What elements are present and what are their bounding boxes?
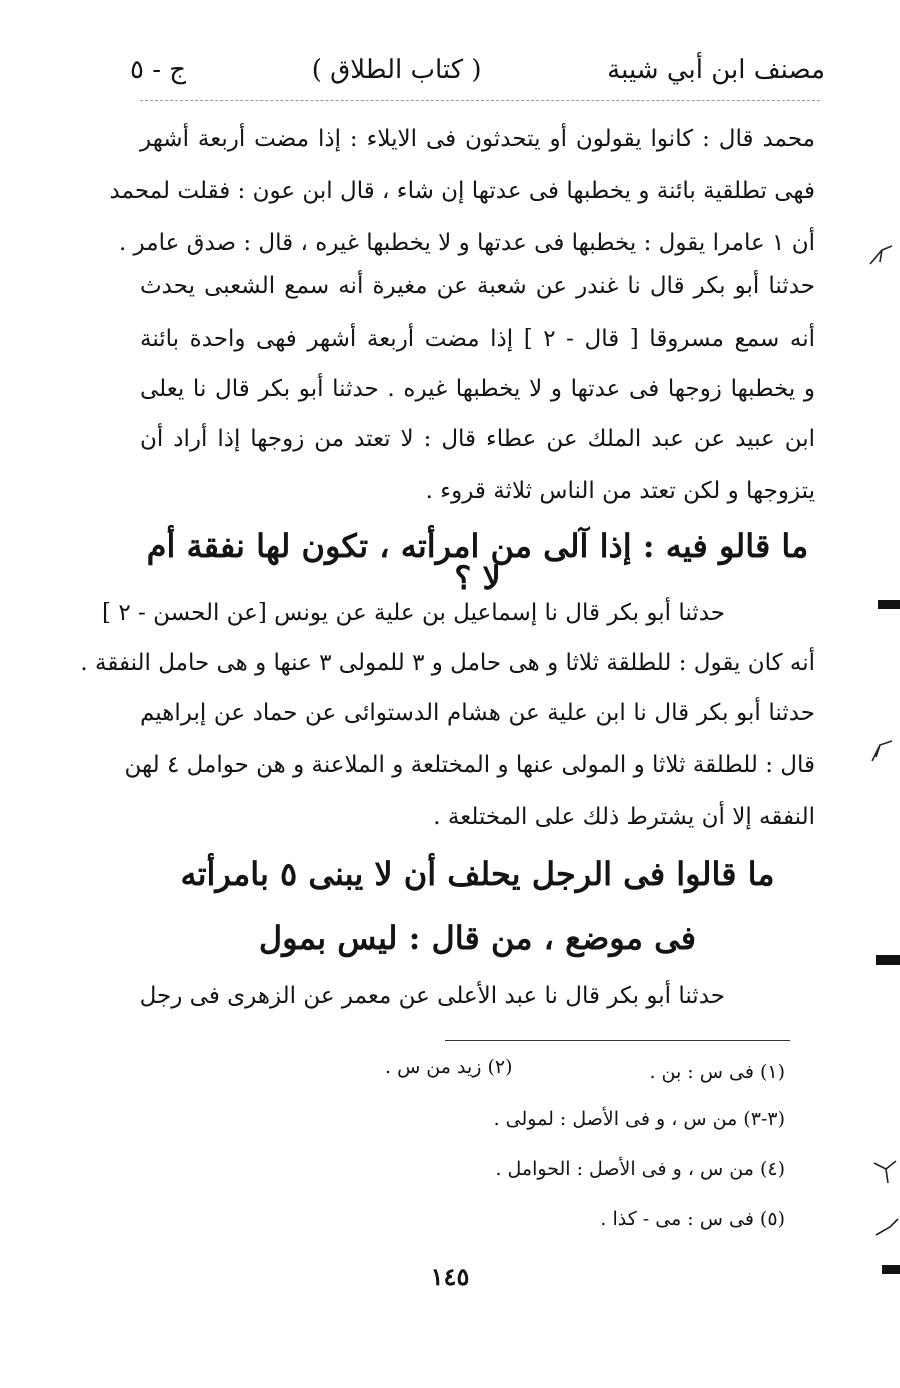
- text-line: حدثنا أبو بكر قال نا غندر عن شعبة عن مغيرة أنه سمع الشعبى يحدث: [140, 273, 815, 299]
- section-heading: ما قالو فيه : إذا آلى من امرأته ، تكون لها نفقة أم لا ؟: [146, 527, 809, 597]
- chapter-title: ( كتاب الطلاق ): [311, 55, 482, 85]
- footnote-divider: [445, 1040, 790, 1041]
- text-line: أن ١ عامرا يقول : يخطبها فى عدتها و لا يخطبها غيره ، قال : صدق عامر .: [118, 230, 815, 256]
- text-line: يتزوجها و لكن تعتد من الناس ثلاثة قروء .: [425, 478, 815, 504]
- text-line: النفقه إلا أن يشترط ذلك على المختلعة .: [433, 804, 815, 830]
- text-line: حدثنا أبو بكر قال نا عبد الأعلى عن معمر عن الزهرى فى رجل: [139, 983, 725, 1009]
- footnote: (١) فى س : بن .: [649, 1061, 785, 1083]
- text-line: أنه سمع مسروقا [ قال - ٢ ] إذا مضت أربعة أشهر فهى واحدة بائنة: [140, 326, 815, 352]
- margin-tick-icon: [872, 1215, 900, 1245]
- text-line: ابن عبيد عن عبد الملك عن عطاء قال : لا تعتد من زوجها إذا أراد أن: [140, 426, 815, 452]
- text-line: حدثنا أبو بكر قال نا ابن علية عن هشام الدستوائى عن حماد عن إبراهيم: [140, 700, 815, 726]
- margin-mark: [878, 600, 900, 609]
- margin-mark: [882, 1265, 900, 1274]
- text-line: قال : للطلقة ثلاثا و المولى عنها و المختلعة و الملاعنة و هن حوامل ٤ لهن: [124, 752, 815, 778]
- text-line: أنه كان يقول : للطلقة ثلاثا و هى حامل و ٣ للمولى ٣ عنها و هى حامل النفقة .: [80, 650, 815, 676]
- margin-tick-icon: [870, 1155, 900, 1185]
- page-header: [130, 45, 825, 95]
- page-number: ١٤٥: [430, 1262, 470, 1291]
- header-divider: [140, 100, 820, 101]
- footnote: (٤) من س ، و فى الأصل : الحوامل .: [495, 1158, 785, 1180]
- volume-number: ج - ٥: [130, 55, 187, 85]
- section-heading: ما قالوا فى الرجل يحلف أن لا يبنى ٥ بامرأته: [180, 855, 775, 893]
- section-heading-continued: فى موضع ، من قال : ليس بمول: [258, 919, 697, 957]
- text-line: حدثنا أبو بكر قال نا إسماعيل بن علية عن يونس [عن الحسن - ٢ ]: [102, 600, 725, 626]
- margin-tick-icon: [866, 735, 896, 765]
- footnote: (٥) فى س : مى - كذا .: [600, 1208, 785, 1230]
- text-line: محمد قال : كانوا يقولون أو يتحدثون فى الايلاء : إذا مضت أربعة أشهر: [140, 126, 815, 152]
- text-line: فهى تطلقية بائنة و يخطبها فى عدتها إن شاء ، قال ابن عون : فقلت لمحمد: [109, 178, 815, 204]
- margin-tick-icon: [866, 240, 896, 270]
- margin-mark: [876, 955, 900, 965]
- footnote: (٢) زيد من س .: [385, 1056, 513, 1078]
- book-title-running-head: مصنف ابن أبي شيبة: [607, 55, 825, 85]
- footnote: (٣-٣) من س ، و فى الأصل : لمولى .: [493, 1108, 785, 1130]
- text-line: و يخطبها زوجها فى عدتها و لا يخطبها غيره . حدثنا أبو بكر قال نا يعلى: [140, 376, 815, 402]
